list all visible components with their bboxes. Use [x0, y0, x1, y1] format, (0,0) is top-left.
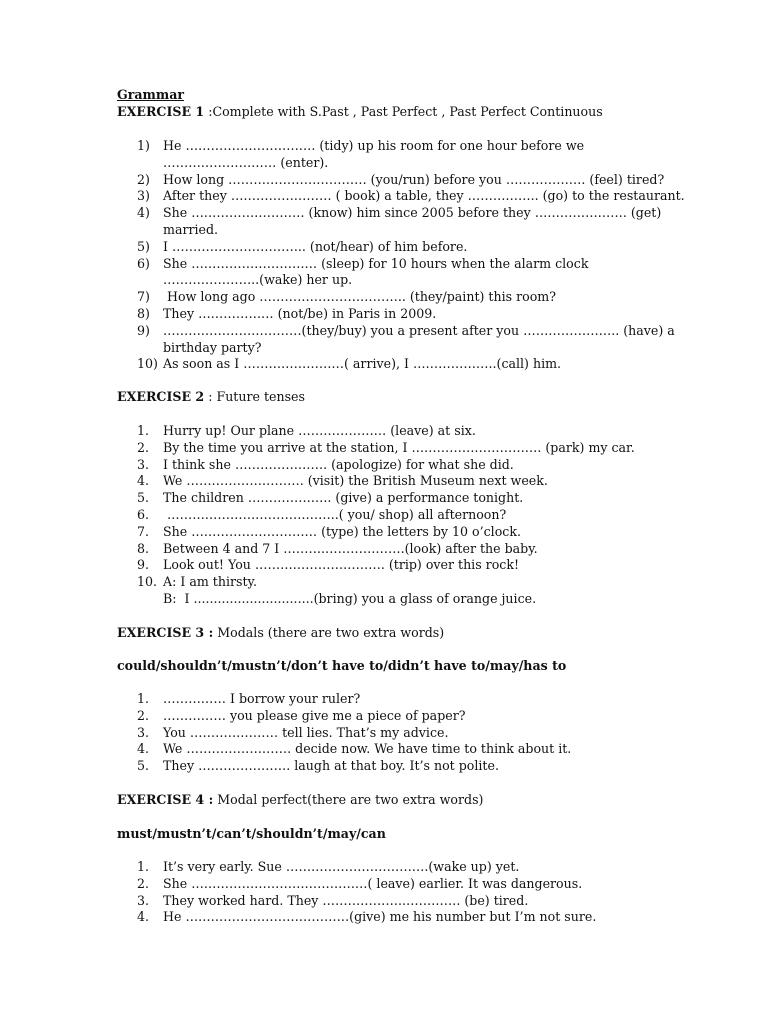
ex1-item	[137, 239, 722, 256]
exercise-2-label: EXERCISE 2	[117, 389, 205, 404]
item-text: She ……………………… (know) him since 2005 before they …………………. (get)	[163, 205, 662, 221]
item-text: She ………………………… (sleep) for 10 hours when the alarm clock	[163, 255, 589, 271]
item-number: 1.	[137, 423, 150, 438]
item-text: You ………………… tell lies. That’s my advice.	[163, 724, 449, 740]
item-number: 10)	[137, 356, 158, 372]
page-title: Grammar	[117, 87, 184, 102]
exercise-4-list	[137, 859, 722, 926]
item-text: She ……………………………………( leave) earlier. It was dangerous.	[163, 875, 583, 891]
item-text: As soon as I ……………………( arrive), I ………………..(call) him.	[163, 356, 562, 372]
ex2-item	[137, 557, 722, 574]
exercise-3-description: Modals (there are two extra words)	[213, 625, 445, 640]
item-number: 2)	[137, 171, 150, 187]
item-number: 5.	[137, 490, 150, 506]
item-text: A: I am thirsty.	[163, 574, 257, 590]
item-text: The children ……………….. (give) a performance tonight.	[163, 490, 524, 506]
ex4-item	[137, 893, 722, 910]
exercise-4-heading	[117, 792, 483, 809]
item-number: 6)	[137, 255, 150, 271]
item-text: I ………………………….. (not/hear) of him before.	[163, 238, 468, 254]
item-number: 4.	[137, 909, 150, 925]
ex4-item	[137, 859, 722, 876]
ex2-item	[137, 490, 722, 507]
item-number: 8.	[137, 540, 150, 556]
ex3-item	[137, 758, 722, 775]
item-number: 10.	[137, 574, 158, 590]
item-number: 3.	[137, 892, 150, 908]
item-number: 1.	[137, 859, 150, 874]
item-number: 4.	[137, 473, 150, 489]
item-text: ……………………………(they/buy) you a present after you ………………….. (have) a	[163, 322, 675, 338]
item-text-continued: …………………..(wake) her up.	[163, 272, 353, 288]
ex3-item	[137, 725, 722, 742]
ex2-item	[137, 507, 722, 524]
exercise-3-heading	[117, 625, 444, 642]
exercise-4-description: Modal perfect(there are two extra words)	[213, 792, 484, 807]
exercise-4-word-list: must/mustn’t/can’t/shouldn’t/may/can	[117, 826, 386, 841]
item-number: 7.	[137, 523, 150, 539]
item-number: 2.	[137, 707, 150, 723]
item-number: 2.	[137, 875, 150, 891]
exercise-2-list	[137, 423, 722, 608]
ex1-item	[137, 256, 722, 290]
item-number: 5.	[137, 758, 150, 774]
item-text: Hurry up! Our plane ………………… (leave) at six.	[163, 423, 476, 438]
item-number: 6.	[137, 506, 150, 522]
exercise-1-description: :Complete with S.Past , Past Perfect , Past Perfect Continuous	[204, 104, 603, 119]
item-text: How long …………………………… (you/run) before you ………………. (feel) tired?	[163, 171, 665, 187]
item-text-continued: married.	[163, 221, 219, 237]
item-number: 8)	[137, 305, 150, 321]
item-text: Look out! You …………………………. (trip) over this rock!	[163, 557, 520, 573]
exercise-1-heading	[117, 104, 603, 121]
item-number: 3)	[137, 188, 150, 204]
item-text: She ………………………… (type) the letters by 10 o’clock.	[163, 523, 521, 539]
item-number: 3.	[137, 456, 150, 472]
item-text: Between 4 and 7 I ……….……………….(look) after the baby.	[163, 540, 538, 556]
ex2-item	[137, 524, 722, 541]
item-number: 3.	[137, 724, 150, 740]
ex3-item	[137, 741, 722, 758]
exercise-3-list	[137, 691, 722, 775]
ex1-item	[137, 323, 722, 357]
item-text-continued: B: I ..............................(bring) you a glass of orange juice.	[163, 590, 537, 606]
exercise-1-label: EXERCISE 1	[117, 104, 205, 119]
item-text: …………… I borrow your ruler?	[163, 691, 361, 706]
item-text: We ……………………. decide now. We have time to think about it.	[163, 741, 572, 757]
ex2-item	[137, 423, 722, 440]
ex1-item	[137, 306, 722, 323]
item-text-continued: birthday party?	[163, 339, 262, 355]
item-text: They worked hard. They ………………..…………. (be) tired.	[163, 892, 529, 908]
item-text: We ………………………. (visit) the British Museum next week.	[163, 473, 548, 489]
item-text: He …………………………………(give) me his number but I’m not sure.	[163, 909, 597, 925]
item-text: How long ago …………………………….. (they/paint) this room?	[163, 289, 556, 305]
ex1-item	[137, 188, 722, 205]
item-text: He …………………………. (tidy) up his room for one hour before we	[163, 138, 585, 153]
ex1-item	[137, 138, 722, 172]
item-text: They …………………. laugh at that boy. It’s not polite.	[163, 758, 499, 774]
item-text: …………………………………..( you/ shop) all afternoon?	[163, 506, 507, 522]
item-number: 1)	[137, 138, 150, 153]
ex1-item	[137, 356, 722, 373]
item-text: By the time you arrive at the station, I …………………………. (park) my car.	[163, 439, 635, 455]
item-number: 1.	[137, 691, 150, 706]
item-number: 4.	[137, 741, 150, 757]
item-text-continued: ……………………… (enter).	[163, 154, 329, 170]
ex2-item	[137, 440, 722, 457]
item-text: I think she …………………. (apologize) for what she did.	[163, 456, 514, 472]
exercise-2-heading	[117, 389, 305, 406]
item-number: 2.	[137, 439, 150, 455]
ex4-item	[137, 876, 722, 893]
item-text: After they …………………… ( book) a table, they …………….. (go) to the restaurant.	[163, 188, 685, 204]
ex1-item	[137, 205, 722, 239]
ex2-item	[137, 574, 722, 608]
item-text: It’s very early. Sue …………………………….(wake up) yet.	[163, 859, 520, 874]
exercise-3-word-list: could/shouldn’t/mustn’t/don’t have to/didn’t have to/may/has to	[117, 658, 567, 673]
ex1-item	[137, 289, 722, 306]
item-number: 9)	[137, 322, 150, 338]
exercise-2-description: : Future tenses	[204, 389, 305, 404]
ex2-item	[137, 473, 722, 490]
item-number: 4)	[137, 205, 150, 221]
ex2-item	[137, 457, 722, 474]
exercise-4-label: EXERCISE 4 :	[117, 792, 214, 807]
exercise-1-list	[137, 138, 722, 373]
ex4-item	[137, 909, 722, 926]
ex1-item	[137, 172, 722, 189]
item-number: 9.	[137, 557, 150, 573]
ex2-item	[137, 541, 722, 558]
item-number: 7)	[137, 289, 150, 305]
item-number: 5)	[137, 238, 150, 254]
exercise-3-label: EXERCISE 3 :	[117, 625, 214, 640]
ex3-item	[137, 691, 722, 708]
item-text: …………… you please give me a piece of paper?	[163, 707, 466, 723]
ex3-item	[137, 708, 722, 725]
item-text: They ……………… (not/be) in Paris in 2009.	[163, 305, 437, 321]
